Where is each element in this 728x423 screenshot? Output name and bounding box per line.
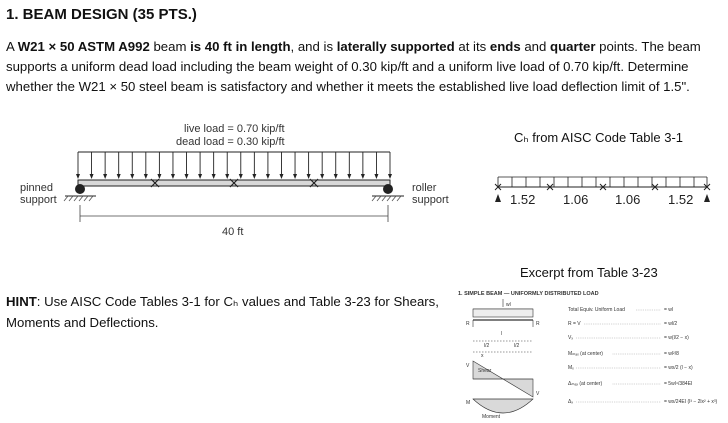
fig-label: x bbox=[481, 353, 484, 359]
excerpt-formula: = wl/2 bbox=[664, 321, 678, 327]
roller-support-icon bbox=[372, 184, 404, 201]
cb-value: 1.06 bbox=[563, 192, 589, 207]
excerpt-row-label: Δₓ bbox=[568, 399, 573, 405]
fig-label: V bbox=[466, 363, 470, 369]
excerpt-load-diagram bbox=[473, 299, 533, 352]
excerpt-row-label: Mₘₐₓ (at center) bbox=[568, 351, 603, 357]
shear-label: Shear bbox=[478, 368, 492, 374]
moment-label: Moment bbox=[482, 414, 501, 420]
cb-value: 1.52 bbox=[668, 192, 694, 207]
load-arrow-head bbox=[334, 174, 338, 179]
excerpt-row-label: Total Equiv. Uniform Load bbox=[568, 307, 625, 313]
roller-support-label: roller support bbox=[412, 182, 449, 206]
cb-diagram bbox=[490, 174, 715, 214]
excerpt-row-label: Vₓ bbox=[568, 335, 573, 341]
fig-label: R bbox=[536, 321, 540, 327]
dimension-line bbox=[80, 205, 388, 222]
load-arrow-head bbox=[103, 174, 107, 179]
dead-load-label: dead load = 0.30 kip/ft bbox=[176, 136, 285, 148]
load-arrow-head bbox=[307, 174, 311, 179]
load-arrow-head bbox=[90, 174, 94, 179]
cb-value: 1.52 bbox=[510, 192, 536, 207]
load-arrow-head bbox=[347, 174, 351, 179]
excerpt-formula: = wx/2 (l − x) bbox=[664, 365, 693, 371]
problem-title: 1. BEAM DESIGN (35 PTS.) bbox=[6, 6, 197, 23]
cb-load-ticks bbox=[498, 177, 707, 187]
load-arrow-head bbox=[279, 174, 283, 179]
load-arrow-head bbox=[198, 174, 202, 179]
excerpt-table bbox=[568, 307, 718, 405]
excerpt-row-label: Mₓ bbox=[568, 365, 574, 371]
cb-title: Cₕ from AISC Code Table 3-1 bbox=[514, 130, 684, 145]
table-3-23-excerpt bbox=[456, 287, 726, 421]
load-arrow-head bbox=[320, 174, 324, 179]
load-arrow-head bbox=[144, 174, 148, 179]
load-arrow-head bbox=[361, 174, 365, 179]
hint-text: HINT: Use AISC Code Tables 3-1 for Cₕ values and Table 3-23 for Shears, Moments and Deflections. bbox=[6, 294, 439, 330]
load-arrow-head bbox=[130, 174, 134, 179]
fig-label: l bbox=[501, 331, 503, 337]
excerpt-formula: = wl bbox=[664, 307, 674, 313]
load-arrow-head bbox=[225, 174, 229, 179]
pinned-support-label: pinned support bbox=[20, 182, 57, 206]
load-arrow-head bbox=[171, 174, 175, 179]
load-arrow-head bbox=[76, 174, 80, 179]
load-arrow-head bbox=[239, 174, 243, 179]
beam-diagram bbox=[60, 150, 410, 240]
fig-label: M bbox=[466, 400, 471, 406]
excerpt-header: 1. SIMPLE BEAM — UNIFORMLY DISTRIBUTED LOAD bbox=[458, 291, 599, 297]
fig-label: R bbox=[466, 321, 470, 327]
shear-diagram bbox=[473, 361, 533, 397]
live-load-label: live load = 0.70 kip/ft bbox=[184, 123, 285, 135]
excerpt-formula: = wx/24EI (l³ − 2lx² + x³) bbox=[664, 399, 718, 405]
fig-label: wl bbox=[506, 302, 511, 308]
fig-label: l/2 bbox=[514, 343, 520, 349]
load-arrow-head bbox=[252, 174, 256, 179]
fig-label: V bbox=[536, 391, 540, 397]
excerpt-formula: = 5wl⁴/384EI bbox=[664, 381, 693, 387]
excerpt-title: Excerpt from Table 3-23 bbox=[520, 265, 658, 280]
pinned-support-icon bbox=[64, 184, 96, 201]
excerpt-row-label: R = V bbox=[568, 321, 581, 327]
load-arrow-head bbox=[293, 174, 297, 179]
cb-right-support-icon bbox=[704, 194, 710, 202]
excerpt-formula: = w(l/2 − x) bbox=[664, 335, 689, 341]
cb-left-support-icon bbox=[495, 194, 501, 202]
load-arrow-head bbox=[388, 174, 392, 179]
excerpt-row-label: Δₘₐₓ (at center) bbox=[568, 381, 603, 387]
fig-label: l/2 bbox=[484, 343, 490, 349]
load-arrow-head bbox=[374, 174, 378, 179]
problem-statement: A W21 × 50 ASTM A992 beam is 40 ft in length, and is laterally supported at its ends and quarter points. The beam supports a uniform dead load including the beam weight of 0.30 kip/ft and a uniform live load of 0.70 kip/ft. Determine whether the W21 × 50 steel beam is satisfactory and whether it meets the established live load deflection limit of 1.5". bbox=[6, 39, 701, 94]
excerpt-formula: = wl²/8 bbox=[664, 351, 679, 357]
load-arrows bbox=[76, 152, 392, 179]
moment-diagram bbox=[473, 399, 533, 413]
load-arrow-head bbox=[157, 174, 161, 179]
beam-length-label: 40 ft bbox=[222, 226, 244, 238]
load-arrow-head bbox=[117, 174, 121, 179]
load-arrow-head bbox=[185, 174, 189, 179]
cb-value: 1.06 bbox=[615, 192, 641, 207]
load-arrow-head bbox=[212, 174, 216, 179]
load-arrow-head bbox=[266, 174, 270, 179]
